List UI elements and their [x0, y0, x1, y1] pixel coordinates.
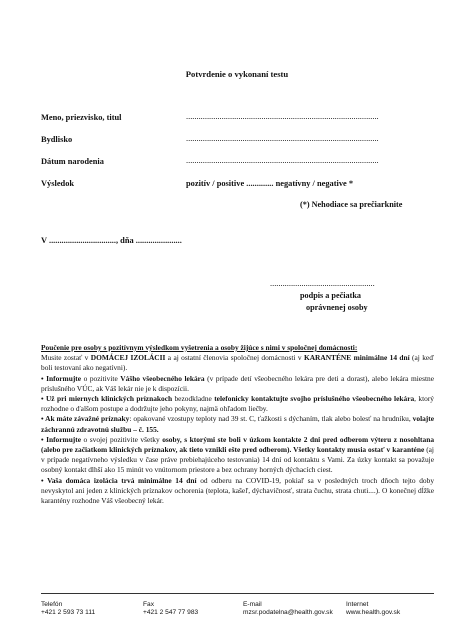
- footer-web: Internet www.health.gov.sk: [346, 601, 401, 616]
- birth-date-field-dots: ............................................................................................: [186, 156, 379, 165]
- strike-out-note: (*) Nehodiace sa prečiarknite: [300, 200, 403, 209]
- place-date-line: V ................................, dňa ......................: [41, 236, 182, 245]
- signature-line: ..................................................: [270, 279, 375, 288]
- address-label: Bydlisko: [41, 135, 73, 144]
- instruction-isolation: Musite zostať v DOMÁCEJ IZOLÁCII a aj ostatní členovia spoločnej domácnosti v KARANTÉNE minimálne 14 dní (aj keď boli testovaní ako negatívni).: [41, 353, 434, 373]
- result-options: pozitív / positive ............. negatívny / negative *: [186, 179, 354, 188]
- footer-email: E-mail mzsr.podatelna@health.gov.sk: [243, 601, 333, 616]
- address-field-dots: ............................................................................................: [186, 134, 379, 143]
- signature-caption-1: podpis a pečiatka: [300, 291, 361, 300]
- footer-divider: [41, 593, 434, 594]
- instruction-contacts: • Informujte o svojej pozitivite všetky osoby, s ktorými ste boli v úzkom kontakte 2 dni pred odberom výteru z nosohltana (alebo pre začiatkom klinických príznakov, ak tieto vznikli ešte pred odberom). Všetky kontakty musia ostať v karanténe (aj v prípade negatívneho výsledku v čase práve prebiehajúceho testovania) 14 dní od kontaktu s Vami. Za úzky kontakt sa považuje osobný kontakt dlhší ako 15 minút vo vnútornom priestore a bez ochrany horných dýchacích ciest.: [41, 434, 435, 475]
- instruction-mild-symptoms: • Už pri miernych klinických príznakoch bezodkladne telefonicky kontaktujte svojho príslušného všeobecného lekára, ktorý rozhodne o ďalšom postupe a dodržujte jeho pokyny, najmä ohľadom liečby.: [41, 394, 434, 414]
- footer-phone: Telefón +421 2 593 73 111: [41, 601, 96, 616]
- instructions-block: [41, 343, 434, 506]
- result-label: Výsledok: [41, 179, 75, 188]
- instructions-heading: Poučenie pre osoby s pozitívnym výsledkom vyšetrenia a osoby žijúce s nimi v spoločnej domácnosti:: [41, 343, 358, 352]
- name-label: Meno, priezvisko, titul: [41, 113, 122, 122]
- instruction-severe-symptoms: • Ak máte závažné príznaky: opakované vzostupy teploty nad 39 st. C, ťažkosti s dýchaním, tlak alebo bolesť na hrudníku, volajte záchrannú zdravotnú službu – č. 155.: [41, 414, 435, 434]
- signature-caption-2: oprávnenej osoby: [306, 303, 368, 312]
- document-title: Potvrdenie o vykonaní testu: [185, 69, 289, 79]
- footer-fax: Fax +421 2 547 77 983: [143, 601, 199, 616]
- birth-date-label: Dátum narodenia: [41, 157, 104, 166]
- instruction-isolation-duration: • Vaša domáca izolácia trvá minimálne 14 dní od odberu na COVID-19, pokiaľ sa v posledných troch dňoch tejto doby nevyskytol ani jeden z klinických príznakov ochorenia (teplota, kašeľ, dýchavičnosť, strata čuchu, strata chuti....). O konečnej dĺžke karantény rozhodne Váš všeobecný lekár.: [41, 475, 435, 506]
- instruction-inform-doctor: • Informujte o pozitivite Vášho všeobecného lekára (v prípade detí všeobecného lekára pre deti a dorast), alebo lekára miestne príslušného VÚC, ak Váš lekár nie je k dispozícii.: [41, 373, 434, 393]
- name-field-dots: ............................................................................................: [186, 112, 379, 121]
